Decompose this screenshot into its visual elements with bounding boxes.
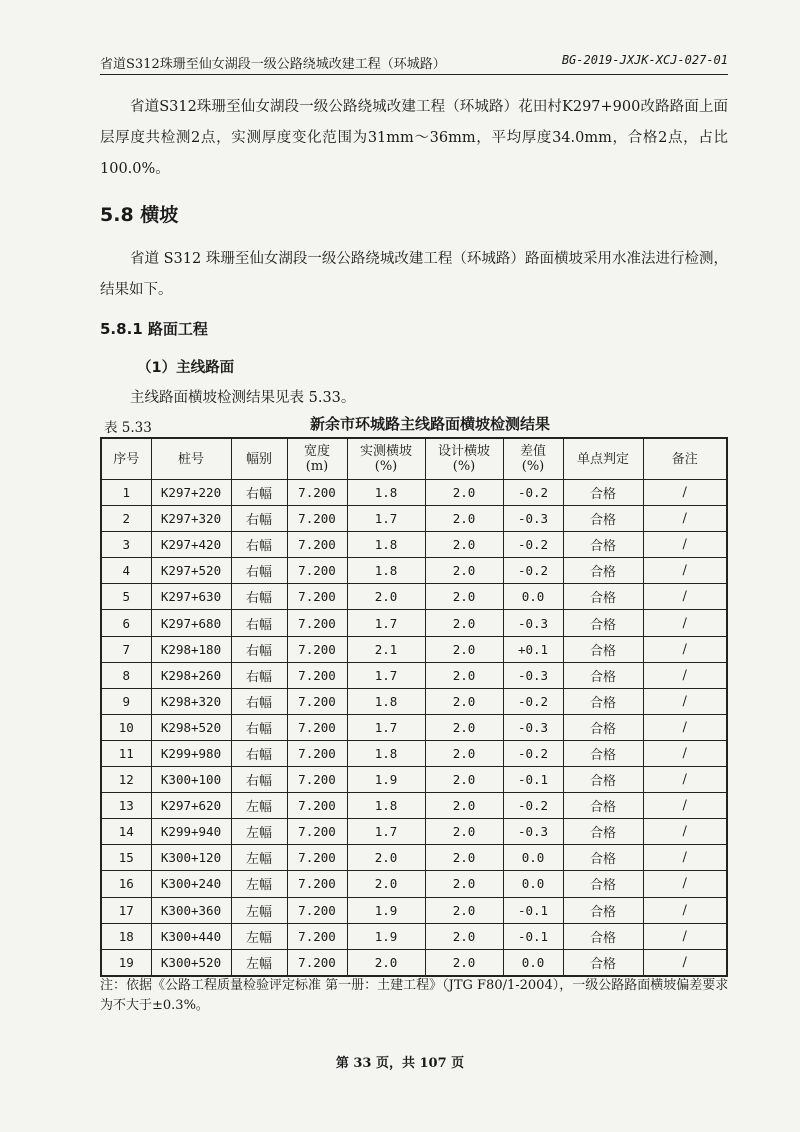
table-cell: / — [643, 740, 727, 766]
table-row — [101, 740, 727, 766]
table-title: 新余市环城路主线路面横坡检测结果 — [309, 415, 550, 433]
table-cell: 1.9 — [347, 923, 425, 949]
table-row — [101, 871, 727, 897]
table-cell: 右幅 — [231, 532, 287, 558]
table-cell: 2.0 — [425, 793, 503, 819]
table-row — [101, 845, 727, 871]
column-header: 宽度 (m) — [287, 438, 347, 480]
table-cell: K300+360 — [151, 897, 231, 923]
table-cell: 0.0 — [503, 584, 563, 610]
table-cell: 2.0 — [425, 636, 503, 662]
table-cell: -0.1 — [503, 897, 563, 923]
table-cell: 合格 — [563, 845, 643, 871]
table-cell: 右幅 — [231, 610, 287, 636]
table-cell: K300+240 — [151, 871, 231, 897]
table-cell: 2.0 — [425, 819, 503, 845]
table-cell: 7.200 — [287, 532, 347, 558]
table-cell: 2.0 — [425, 949, 503, 976]
table-cell: 1.8 — [347, 532, 425, 558]
table-cell: 2.0 — [347, 949, 425, 976]
table-cell: K298+260 — [151, 662, 231, 688]
column-header: 幅别 — [231, 438, 287, 480]
table-row — [101, 688, 727, 714]
table-cell: / — [643, 819, 727, 845]
table-cell: / — [643, 506, 727, 532]
table-cell: 12 — [101, 767, 151, 793]
table-note: 注：依据《公路工程质量检验评定标准 第一册：土建工程》（JTG F80/1-2004），一级公路路面横坡偏差要求为不大于±0.3%。 — [100, 978, 729, 1013]
table-row — [101, 714, 727, 740]
header-report-number: BG-2019-JXJK-XCJ-027-01 — [561, 53, 728, 67]
table-cell: -0.1 — [503, 923, 563, 949]
table-cell: / — [643, 793, 727, 819]
table-cell: 左幅 — [231, 949, 287, 976]
table-row — [101, 897, 727, 923]
table-cell: 合格 — [563, 558, 643, 584]
table-cell: K298+520 — [151, 714, 231, 740]
table-cell: 2.0 — [425, 714, 503, 740]
table-cell: 7.200 — [287, 819, 347, 845]
table-cell: -0.2 — [503, 558, 563, 584]
table-cell: 1.8 — [347, 688, 425, 714]
table-cell: 左幅 — [231, 897, 287, 923]
table-cell: 合格 — [563, 688, 643, 714]
table-cell: 7.200 — [287, 610, 347, 636]
table-row — [101, 584, 727, 610]
table-cell: -0.2 — [503, 480, 563, 506]
table-cell: 7.200 — [287, 662, 347, 688]
table-cell: 1.7 — [347, 662, 425, 688]
table-cell: 7.200 — [287, 923, 347, 949]
table-cell: 合格 — [563, 506, 643, 532]
subheading-mainline-pavement: （1）主线路面 — [137, 360, 235, 376]
table-cell: 2.0 — [347, 871, 425, 897]
table-cell: / — [643, 688, 727, 714]
table-cell: 7.200 — [287, 506, 347, 532]
table-cell: -0.2 — [503, 740, 563, 766]
table-cell: 合格 — [563, 636, 643, 662]
table-cell: 7.200 — [287, 793, 347, 819]
table-cell: 合格 — [563, 714, 643, 740]
table-cell: K298+320 — [151, 688, 231, 714]
table-cell: K300+520 — [151, 949, 231, 976]
table-cell: 左幅 — [231, 819, 287, 845]
table-cell: 右幅 — [231, 740, 287, 766]
table-cell: K300+440 — [151, 923, 231, 949]
table-row — [101, 558, 727, 584]
table-cell: / — [643, 662, 727, 688]
table-row — [101, 480, 727, 506]
table-cell: K297+420 — [151, 532, 231, 558]
table-cell: 7.200 — [287, 767, 347, 793]
table-cell: -0.2 — [503, 532, 563, 558]
table-cell: 合格 — [563, 480, 643, 506]
table-cell: 右幅 — [231, 636, 287, 662]
table-cell: -0.3 — [503, 610, 563, 636]
table-cell: 7.200 — [287, 845, 347, 871]
table-cell: 7.200 — [287, 636, 347, 662]
table-cell: / — [643, 584, 727, 610]
table-cell: K297+520 — [151, 558, 231, 584]
table-cell: 合格 — [563, 923, 643, 949]
column-header: 序号 — [101, 438, 151, 480]
table-cell: -0.3 — [503, 662, 563, 688]
table-cell: 左幅 — [231, 871, 287, 897]
table-row — [101, 793, 727, 819]
table-cell: 右幅 — [231, 767, 287, 793]
table-cell: 2.0 — [425, 662, 503, 688]
table-cell: 合格 — [563, 740, 643, 766]
table-cell: 9 — [101, 688, 151, 714]
table-cell: / — [643, 610, 727, 636]
page-footer: 第 33 页，共 107 页 — [335, 1056, 465, 1071]
table-row — [101, 532, 727, 558]
table-cell: +0.1 — [503, 636, 563, 662]
table-cell: 14 — [101, 819, 151, 845]
table-cell: 2.0 — [425, 767, 503, 793]
table-cell: 合格 — [563, 532, 643, 558]
table-cell: 2.1 — [347, 636, 425, 662]
column-header: 差值 (%) — [503, 438, 563, 480]
table-cell: 0.0 — [503, 845, 563, 871]
table-cell: 1.8 — [347, 558, 425, 584]
paragraph-cross-slope-intro: 省道 S312 珠珊至仙女湖段一级公路绕城改建工程（环城路）路面横坡采用水准法进行检测，结果如下。 — [100, 251, 728, 298]
table-row — [101, 636, 727, 662]
table-cell: 2.0 — [425, 845, 503, 871]
table-cell: 7.200 — [287, 688, 347, 714]
table-cell: 1.9 — [347, 897, 425, 923]
page-header — [100, 50, 728, 75]
table-cell: 7.200 — [287, 897, 347, 923]
section-heading-5-8-1: 5.8.1 路面工程 — [100, 320, 208, 338]
cross-slope-table — [100, 437, 728, 977]
table-row — [101, 767, 727, 793]
table-reference-text: 主线路面横坡检测结果见表 5.33。 — [130, 390, 356, 406]
table-cell: 7.200 — [287, 558, 347, 584]
table-cell: 2.0 — [425, 506, 503, 532]
table-cell: 13 — [101, 793, 151, 819]
table-cell: 合格 — [563, 584, 643, 610]
table-cell: / — [643, 532, 727, 558]
table-cell: 右幅 — [231, 506, 287, 532]
table-cell: / — [643, 558, 727, 584]
table-cell: 1.7 — [347, 819, 425, 845]
table-cell: 2.0 — [425, 740, 503, 766]
table-cell: 10 — [101, 714, 151, 740]
table-cell: K297+620 — [151, 793, 231, 819]
table-cell: -0.1 — [503, 767, 563, 793]
table-cell: 2.0 — [425, 688, 503, 714]
table-cell: 右幅 — [231, 714, 287, 740]
table-cell: 1.9 — [347, 767, 425, 793]
table-cell: 2.0 — [347, 845, 425, 871]
table-cell: K297+220 — [151, 480, 231, 506]
table-row — [101, 949, 727, 976]
table-cell: 7.200 — [287, 740, 347, 766]
column-header: 单点判定 — [563, 438, 643, 480]
table-row — [101, 506, 727, 532]
table-cell: 2.0 — [425, 923, 503, 949]
table-cell: K297+630 — [151, 584, 231, 610]
table-cell: 7.200 — [287, 480, 347, 506]
table-cell: -0.3 — [503, 819, 563, 845]
table-cell: K297+320 — [151, 506, 231, 532]
table-cell: 2.0 — [347, 584, 425, 610]
table-cell: 右幅 — [231, 480, 287, 506]
table-row — [101, 819, 727, 845]
column-header: 实测横坡 (%) — [347, 438, 425, 480]
table-cell: 2.0 — [425, 897, 503, 923]
table-cell: / — [643, 897, 727, 923]
table-cell: 2.0 — [425, 480, 503, 506]
table-cell: / — [643, 714, 727, 740]
table-label: 表 5.33 — [104, 420, 152, 436]
table-cell: 合格 — [563, 897, 643, 923]
table-cell: / — [643, 636, 727, 662]
table-cell: K297+680 — [151, 610, 231, 636]
table-cell: 3 — [101, 532, 151, 558]
table-cell: 2 — [101, 506, 151, 532]
table-header-row — [101, 438, 727, 480]
table-cell: 15 — [101, 845, 151, 871]
table-cell: 5 — [101, 584, 151, 610]
table-cell: 7.200 — [287, 871, 347, 897]
table-cell: 1.7 — [347, 714, 425, 740]
table-cell: / — [643, 949, 727, 976]
table-cell: 4 — [101, 558, 151, 584]
table-cell: 7.200 — [287, 584, 347, 610]
table-cell: / — [643, 923, 727, 949]
table-cell: 合格 — [563, 871, 643, 897]
table-cell: K299+980 — [151, 740, 231, 766]
table-cell: 2.0 — [425, 558, 503, 584]
table-cell: 合格 — [563, 767, 643, 793]
table-cell: 右幅 — [231, 558, 287, 584]
table-cell: 右幅 — [231, 584, 287, 610]
table-cell: 右幅 — [231, 662, 287, 688]
table-cell: -0.2 — [503, 688, 563, 714]
table-cell: 1.7 — [347, 610, 425, 636]
table-cell: 19 — [101, 949, 151, 976]
table-cell: -0.3 — [503, 714, 563, 740]
table-row — [101, 923, 727, 949]
section-heading-5-8: 5.8 横坡 — [100, 204, 179, 226]
table-cell: K299+940 — [151, 819, 231, 845]
table-cell: 0.0 — [503, 871, 563, 897]
table-cell: K300+120 — [151, 845, 231, 871]
column-header: 设计横坡 (%) — [425, 438, 503, 480]
table-cell: 18 — [101, 923, 151, 949]
table-cell: 2.0 — [425, 532, 503, 558]
table-row — [101, 662, 727, 688]
header-title: 省道S312珠珊至仙女湖段一级公路绕城改建工程（环城路） — [100, 57, 446, 72]
table-cell: 7.200 — [287, 714, 347, 740]
table-cell: 16 — [101, 871, 151, 897]
table-cell: 右幅 — [231, 688, 287, 714]
table-cell: 2.0 — [425, 871, 503, 897]
table-cell: -0.3 — [503, 506, 563, 532]
table-cell: 1.7 — [347, 506, 425, 532]
table-cell: 1.8 — [347, 793, 425, 819]
table-cell: 2.0 — [425, 584, 503, 610]
table-cell: 左幅 — [231, 923, 287, 949]
table-cell: / — [643, 480, 727, 506]
table-cell: 2.0 — [425, 610, 503, 636]
column-header: 桩号 — [151, 438, 231, 480]
table-cell: 1 — [101, 480, 151, 506]
table-cell: 合格 — [563, 662, 643, 688]
table-cell: 合格 — [563, 949, 643, 976]
table-cell: 8 — [101, 662, 151, 688]
table-cell: 1.8 — [347, 740, 425, 766]
table-cell: 7.200 — [287, 949, 347, 976]
table-cell: 0.0 — [503, 949, 563, 976]
table-cell: / — [643, 767, 727, 793]
table-cell: 11 — [101, 740, 151, 766]
table-cell: 6 — [101, 610, 151, 636]
table-cell: 17 — [101, 897, 151, 923]
table-cell: -0.2 — [503, 793, 563, 819]
table-cell: K300+100 — [151, 767, 231, 793]
table-cell: 合格 — [563, 793, 643, 819]
table-cell: 合格 — [563, 610, 643, 636]
paragraph-thickness-summary: 省道S312珠珊至仙女湖段一级公路绕城改建工程（环城路）花田村K297+900改路路面上面层厚度共检测2点，实测厚度变化范围为31mm～36mm，平均厚度34.0mm，合格2点，占比100.0%。 — [100, 99, 728, 177]
table-cell: 合格 — [563, 819, 643, 845]
table-cell: 左幅 — [231, 793, 287, 819]
table-cell: 1.8 — [347, 480, 425, 506]
table-cell: 左幅 — [231, 845, 287, 871]
table-cell: / — [643, 845, 727, 871]
table-cell: K298+180 — [151, 636, 231, 662]
table-cell: 7 — [101, 636, 151, 662]
table-cell: / — [643, 871, 727, 897]
column-header: 备注 — [643, 438, 727, 480]
table-row — [101, 610, 727, 636]
